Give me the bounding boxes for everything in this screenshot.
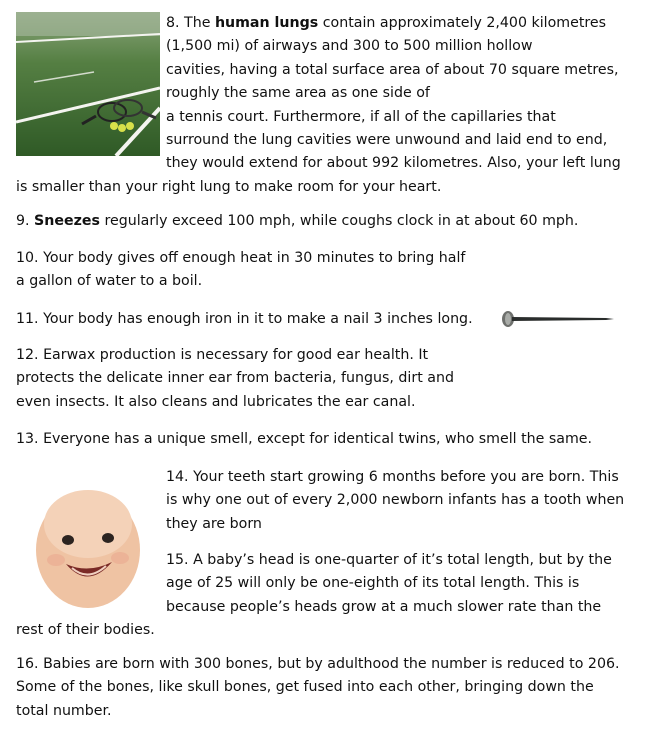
fact-15-paragraph: 15. A baby’s head is one-quarter of it’s total length, but by the age of 25 will only be one-eighth of its total length. This is because people’s heads grow at a much slower rate than the rest of their bodies. — [16, 552, 612, 639]
fact-8-line-4: roughly the same area as one side of — [166, 85, 430, 102]
fact-14-paragraph: 14. Your teeth start growing 6 months before you are born. This is why one out of every 2,000 newborn infants has a tooth when they are born — [166, 469, 625, 532]
fact-13-paragraph: 13. Everyone has a unique smell, except for identical twins, who smell the same. — [16, 431, 593, 447]
fact-8-line-7: they would extend for about 992 kilometres. Also, your left lung — [166, 155, 621, 172]
sneezes-term: Sneezes — [34, 213, 100, 229]
fact-16-paragraph: 16. Babies are born with 300 bones, but by adulthood the number is reduced to 206. Some of the bones, like skull bones, get fused into each other, bringing down the total number. — [16, 656, 620, 719]
human-lungs-term: human lungs — [214, 15, 319, 31]
fact-8-paragraph — [16, 12, 638, 199]
fact-8-line-6: surround the lung cavities were unwound and laid end to end, — [166, 132, 608, 149]
fact-11-paragraph: 11. Your body has enough iron in it to make a nail 3 inches long. — [16, 311, 473, 327]
fact-12-paragraph: 12. Earwax production is necessary for good ear health. It protects the delicate inner ear from bacteria, fungus, dirt and even insects. It also cleans and lubricates the ear canal. — [16, 347, 454, 410]
fact-8-line-5: a tennis court. Furthermore, if all of the capillaries that — [166, 108, 556, 125]
fact-9-paragraph: 9. Sneezes regularly exceed 100 mph, while coughs clock in at about 60 mph. — [16, 213, 579, 229]
fact-8-line-3: cavities, having a total surface area of about 70 square metres, — [166, 61, 619, 78]
fact-8-line-2: (1,500 mi) of airways and 300 to 500 million hollow — [166, 38, 533, 55]
fact-10-paragraph: 10. Your body gives off enough heat in 30 minutes to bring half a gallon of water to a boil. — [16, 250, 466, 290]
fact-8-line-1: 8. The human lungs contain approximately 2,400 kilometres — [166, 15, 607, 31]
fact-8-line-8: is smaller than your right lung to make room for your heart. — [16, 178, 442, 195]
